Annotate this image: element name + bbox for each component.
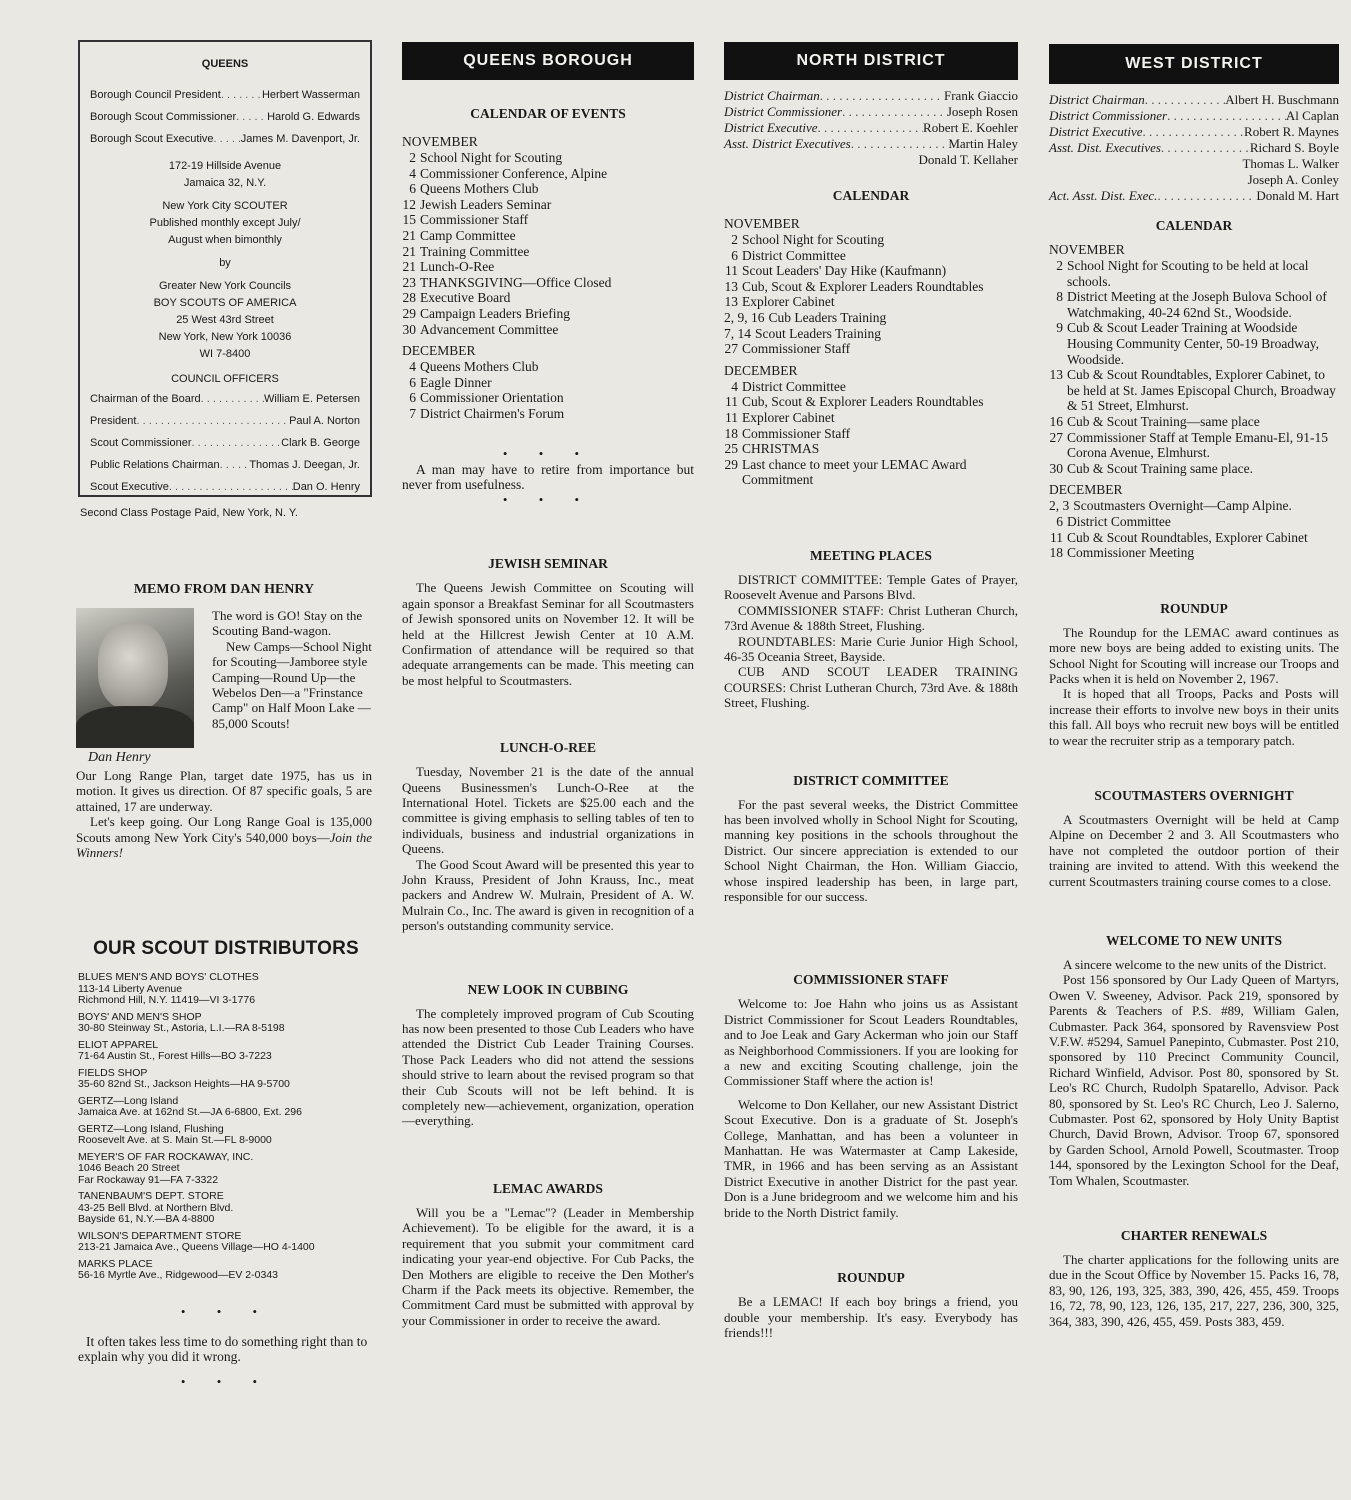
calendar-item [402,306,694,322]
distributors-section [78,938,374,1390]
section-title: SCOUTMASTERS OVERNIGHT [1094,787,1294,803]
calendar-date: 9 [1056,320,1063,336]
calendar-event: Scout Leaders Training [755,325,881,341]
calendar-item [724,341,1018,357]
calendar-event: Explorer Cabinet [742,294,835,310]
staff-line: District Executive . . . Robert E. Koehler [724,120,1018,136]
calendar-item [402,375,694,391]
calendar-date: 6 [409,390,416,406]
calendar-event: Last chance to meet your LEMAC Award Commitment [742,456,967,488]
calendar-list [402,150,694,337]
calendar-date: 4 [409,359,416,375]
section-text: Post 156 sponsored by Our Lady Queen of Martyrs, Owen V. Sweeney, Advisor. Pack 219, sponsored by Parents & Teachers of P.S. #89, William Galen, Cubmaster. Pack 364, sponsored by Ravensview Post V.F.W. #5294, Samuel Panepinto, Cubmaster. Post 210, sponsored by 110 Precinct Community Council, Richard Winfield, Advisor. Post 80, sponsored by St. Leo's RC Church, Rudolph Spatarello, Advisor. Pack 80, sponsored by St. Leo's RC Church, Leo J. Salerno, Cubmaster. Post 62, sponsored by Holy Unity Baptist Church, David Brown, Advisor. Troop 67, sponsored by Garden School, Arnold Powell, Scoutmaster. Troop 144, sponsored by the Lexington School for the Deaf, Tom Whalen, Scoutmaster. [1049,972,1339,1188]
distributor-name: FIELDS SHOP [78,1066,148,1079]
memo-paragraph: Our Long Range Plan, target date 1975, has us in motion. It gives us direction. Of 87 specific goals, 5 are attained, 17 are underway. [76,768,372,814]
calendar-event: Campaign Leaders Briefing [420,305,570,321]
month-label: NOVEMBER [1049,242,1125,257]
separator-dots: • • • [180,1374,272,1390]
calendar-event: Lunch-O-Ree [420,259,495,275]
calendar-event: Commissioner Staff at Temple Emanu-El, 91-15 Corona Avenue, Elmhurst. [1067,429,1329,461]
calendar-event: Cub & Scout Roundtables, Explorer Cabinet [1067,529,1308,545]
calendar-list [402,359,694,421]
section-title: JEWISH SEMINAR [488,556,608,572]
distributor-name: MEYER'S OF FAR ROCKAWAY, INC. [78,1150,254,1163]
calendar-event: Queens Mothers Club [420,359,539,375]
calendar-date: 15 [402,212,416,228]
calendar-item [402,150,694,166]
calendar-list [1049,498,1339,560]
calendar-event: Commissioner Staff [742,341,851,357]
distributor-entry [78,1124,374,1147]
distributor-address: 1046 Beach 20 Street [78,1162,180,1174]
calendar-event: School Night for Scouting to be held at local schools. [1067,258,1309,289]
calendar-event: District Committee [1067,513,1171,529]
section-text: The charter applications for the following units are due in the Scout Office by November 15. Packs 16, 78, 83, 90, 126, 193, 325, 383, 390, 426, 455, 459. Troops 16, 72, 78, 90, 123, 126, 135, 217, 227, 236, 300, 325, 364, 383, 390, 426, 455, 459. Posts 383, 459. [1049,1252,1339,1329]
staff-line: District Chairman . . . Albert H. Buschmann [1049,92,1339,108]
section-text: The Queens Jewish Committee on Scouting will again sponsor a Breakfast Seminar for all Scoutmasters of Jewish sponsored units on November 12. It will be held at the Hillcrest Jewish Center at 10 A.M. Confirmation of attendance will be required so that adequate arrangements can be made. This meeting can be most helpful to Scoutmasters. [402,580,694,688]
calendar-date: 27 [1049,429,1063,445]
calendar-date: 21 [402,243,416,259]
calendar-event: Jewish Leaders Seminar [420,196,552,212]
calendar-item [724,326,1018,342]
pub-line: New York City SCOUTER [162,200,288,212]
calendar-date: 11 [1050,529,1063,545]
calendar-item [1049,430,1339,461]
calendar-event: Cub, Scout & Explorer Leaders Roundtables [742,394,984,410]
month-label: NOVEMBER [724,216,800,231]
distributor-list [78,972,374,1282]
officers-title: COUNCIL OFFICERS [171,373,279,385]
postage-note: Second Class Postage Paid, New York, N. Y. [80,507,298,519]
calendar-date: 13 [724,294,738,310]
staff-line: District Chairman . . . Frank Giaccio [724,88,1018,104]
portrait-photo [76,608,194,748]
calendar-event: Camp Committee [420,227,516,243]
calendar-event: Queens Mothers Club [420,181,539,197]
distributor-address: Jamaica Ave. at 162nd St.—JA 6-6800, Ext. 296 [78,1106,302,1118]
section-text: Be a LEMAC! If each boy brings a friend, you double your membership. It's easy. Everybody has friends!!! [724,1294,1018,1340]
calendar-event: Scout Leaders' Day Hike (Kaufmann) [742,263,947,279]
officer-line: Chairman of the Board . . . William E. Petersen [80,388,370,410]
quote: A man may have to retire from importance but never from usefulness. [402,461,694,492]
masthead-title: QUEENS [201,58,249,70]
calendar-item [402,290,694,306]
officer-line: President . . . Paul A. Norton [80,410,370,432]
calendar-item [724,279,1018,295]
calendar-event: Commissioner Staff [742,425,851,441]
staff-line: Asst. Dist. Executives . . . Richard S. Boyle [1049,140,1339,156]
calendar-item [724,457,1018,488]
distributor-entry [78,1040,374,1063]
calendar-event: Commissioner Orientation [420,390,564,406]
section-text: The completely improved program of Cub Scouting has now been presented to those Cub Leaders who have attended the District Cub Leader Training Courses. Those Pack Leaders who did not attend the sessions should strive to learn about the revised program so that their Cub Scouts will not be left behind. It is completely new—achievement, organization, operation—everything. [402,1005,694,1129]
distributor-name: BOYS' AND MEN'S SHOP [78,1010,202,1023]
distributor-address: 56-16 Myrtle Ave., Ridgewood—EV 2-0343 [78,1269,279,1281]
calendar-item [402,197,694,213]
calendar-date: 8 [1056,289,1063,305]
calendar-event: Commissioner Meeting [1067,545,1195,561]
section-title: ROUNDUP [1160,600,1228,616]
distributors-title: OUR SCOUT DISTRIBUTORS [93,938,359,959]
calendar-date: 30 [402,321,416,337]
officer-line: Public Relations Chairman . . . Thomas J. Deegan, Jr. [80,454,370,476]
calendar-event: Cub & Scout Training—same place [1067,413,1260,429]
distributor-entry [78,1012,374,1035]
calendar-date: 2, 3 [1049,498,1070,514]
memo-title: MEMO FROM DAN HENRY [133,582,315,597]
calendar-date: 2, 9, 16 [724,309,765,325]
publisher-line: Greater New York Councils [158,280,292,292]
distributor-address: Richmond Hill, N.Y. 11419—VI 3-1776 [78,994,256,1006]
calendar-date: 21 [402,259,416,275]
pub-line: Published monthly except July/ [149,217,301,229]
calendar-list [724,379,1018,488]
calendar-event: Cub, Scout & Explorer Leaders Roundtables [742,278,984,294]
staff-line: District Executive . . . Robert R. Maynes [1049,124,1339,140]
memo-paragraph: Let's keep going. Our Long Range Goal is 135,000 Scouts among New York City's 540,000 boys—Join the Winners! [76,814,373,861]
calendar-date: 6 [731,247,738,263]
separator-dots: • • • [502,492,594,508]
calendar-item [1049,461,1339,477]
calendar-date: 30 [1049,460,1063,476]
calendar-date: 4 [731,378,738,394]
distributor-entry [78,1191,374,1226]
calendar-date: 23 [402,274,416,290]
publisher-line: New York, New York 10036 [158,331,292,343]
memo-section [76,582,372,860]
distributor-name: TANENBAUM'S DEPT. STORE [78,1190,224,1202]
calendar-event: Cub & Scout Roundtables, Explorer Cabinet, to be held at St. James Episcopal Church, Broadway & 51 Street, Elmhurst. [1067,367,1336,414]
publisher-line: WI 7-8400 [199,348,251,360]
calendar-date: 28 [402,290,416,306]
masthead-line: Borough Scout Commissioner . . . Harold G. Edwards [80,106,370,128]
column-banner: QUEENS BOROUGH [402,42,694,80]
officer-line: Scout Commissioner . . . Clark B. George [80,432,370,454]
separator-dots: • • • [180,1303,272,1319]
address-line: Jamaica 32, N.Y. [183,177,267,189]
distributor-address: 30-80 Steinway St., Astoria, L.I.—RA 8-5198 [78,1022,285,1034]
distributor-entry [78,1231,374,1254]
distributor-entry [78,1259,374,1282]
calendar-date: 29 [402,305,416,321]
calendar-item [724,410,1018,426]
calendar-item [724,310,1018,326]
section-title: LUNCH-O-REE [499,740,596,756]
staff-extra: Joseph A. Conley [1247,172,1339,187]
calendar-item [1049,414,1339,430]
calendar-item [724,394,1018,410]
distributor-address: 113-14 Liberty Avenue [78,982,183,995]
section-text: Welcome to: Joe Hahn who joins us as Assistant District Commissioner for Scout Leaders Roundtables, and to Joe Leak and Gary Ackerman who join our Staff as Neighborhood Commissioners. If you are looking for a new and exciting Scouting challenge, join the Commissioner Staff where the action is! [724,996,1018,1089]
calendar-event: School Night for Scouting [420,150,563,165]
queens-masthead-box [78,40,372,497]
calendar-item [402,166,694,182]
calendar-event: THANKSGIVING—Office Closed [420,274,612,290]
month-label: DECEMBER [1049,482,1123,498]
section-text: A sincere welcome to the new units of the District. [1063,956,1327,972]
calendar-date: 7, 14 [724,325,751,341]
calendar-event: School Night for Scouting [742,232,885,247]
staff-extra: Donald T. Kellaher [918,152,1018,167]
calendar-date: 18 [724,425,738,441]
staff-line: Asst. District Executives . . . Martin Haley [724,136,1018,152]
section-text: COMMISSIONER STAFF: Christ Lutheran Church, 73rd Avenue & 188th Street, Flushing. [724,602,1018,634]
distributor-address: Bayside 61, N.Y.—BA 4-8800 [78,1213,215,1225]
officer-line: Scout Executive . . . Dan O. Henry [80,476,370,498]
calendar-item [1049,367,1339,414]
section-text: The Good Scout Award will be presented this year to John Krauss, President of John Krauss, Inc., meat packers and Andrew W. Mulrain, President of A. W. Mulrain Co., Inc. The award is given in recognition of a person's outstanding community service. [402,856,694,934]
calendar-item [1049,530,1339,546]
section-title: ROUNDUP [837,1270,905,1286]
calendar-item [402,275,694,291]
section-title: WELCOME TO NEW UNITS [1106,932,1282,948]
calendar-item [1049,258,1339,289]
calendar-item [724,294,1018,310]
masthead-line: Borough Scout Executive . . . James M. Davenport, Jr. [80,128,370,150]
calendar-item [402,228,694,244]
distributor-name: BLUES MEN'S AND BOYS' CLOTHES [78,971,259,983]
calendar-title: CALENDAR [1155,218,1233,233]
distributor-address: Far Rockaway 91—FA 7-3322 [78,1173,219,1186]
section-title: LEMAC AWARDS [493,1180,603,1196]
calendar-event: District Meeting at the Joseph Bulova School of Watchmaking, 40-24 62nd St., Woodside. [1067,289,1327,320]
calendar-event: Cub Leaders Training [768,309,887,325]
section-text: It is hoped that all Troops, Packs and Posts will increase their efforts to involve new boys in their units this fall. All boys who recruit new boys will be entitled to wear the recruiter strip as a temporary patch. [1049,686,1339,748]
month-label: DECEMBER [402,343,476,359]
calendar-date: 27 [724,341,738,357]
section-text: CUB AND SCOUT LEADER TRAINING COURSES: Christ Lutheran Church, 73rd Ave. & 188th Street, Flushing. [724,664,1018,711]
calendar-item [724,379,1018,395]
calendar-event: Explorer Cabinet [742,409,835,425]
memo-side-text: The word is GO! Stay on the Scouting Band-wagon. [212,608,363,639]
calendar-event: District Chairmen's Forum [420,405,565,421]
calendar-item [402,212,694,228]
calendar-list [1049,258,1339,476]
calendar-item [402,359,694,375]
queens-borough-column [402,42,694,1328]
calendar-item [402,406,694,422]
column-banner: WEST DISTRICT [1049,44,1339,84]
calendar-date: 13 [724,278,738,294]
distributor-address: 71-64 Austin St., Forest Hills—BO 3-7223 [78,1050,272,1062]
section-title: CHARTER RENEWALS [1120,1228,1268,1244]
distributor-entry [78,1096,374,1119]
section-text: Tuesday, November 21 is the date of the annual Queens Businessmen's Lunch-O-Ree at the International Hotel. Tickets are $25.00 each and the committee is giving emphasis to selling tables of ten to individuals, business and industrial organizations in Queens. [402,764,694,857]
calendar-date: 7 [409,405,416,421]
calendar-date: 11 [725,263,738,279]
calendar-event: Commissioner Staff [420,212,529,228]
section-text: For the past several weeks, the District Committee has been involved wholly in School Night for Scouting, manning key positions in the schools throughout the District. Our sincere appreciation is extended to our School Night Chairman, the Hon. William Giaccio, whose inspired leadership has been, in large part, responsible for our success. [724,796,1018,904]
section-title: NEW LOOK IN CUBBING [467,981,629,997]
section-text: Will you be a "Lemac"? (Leader in Membership Achievement). To be eligible for the award, it is a requirement that you submit your commitment card indicating your year-end objective. For Cub Packs, the Den Mothers are eligible to receive the Den Mother's Charm if the Pack meets its objective. Remember, the Commitment Card must be submitted with approval by your Commissioner in order to receive the award. [402,1204,694,1328]
calendar-item [724,248,1018,264]
section-title: DISTRICT COMMITTEE [793,772,949,788]
calendar-item [402,259,694,275]
pub-line: August when bimonthly [168,234,282,246]
calendar-date: 11 [725,394,738,410]
section-text: Welcome to Don Kellaher, our new Assistant District Scout Executive. Don is a graduate of St. Joseph's College, Manhattan, and has been a volunteer in Manhattan. He was Watermaster at Camp Lakeside, TMR, in 1966 and has been serving as an Assistant District Executive in another District for the past year. Don is a June bridegroom and we welcome him and his bride to the North District family. [724,1096,1018,1220]
calendar-event: District Committee [742,247,846,263]
memo-emphasis: Join the Winners! [76,829,373,861]
portrait-caption: Dan Henry [88,750,151,765]
distributor-entry [78,972,374,1007]
address-line: 172-19 Hillside Avenue [168,160,282,172]
separator-dots: • • • [502,445,594,461]
calendar-date: 18 [1049,545,1063,561]
calendar-event: Commissioner Conference, Alpine [420,165,608,181]
staff-extra: Thomas L. Walker [1242,156,1339,171]
calendar-date: 21 [402,227,416,243]
calendar-item [724,263,1018,279]
publisher-line: BOY SCOUTS OF AMERICA [153,297,297,309]
distributor-address: 35-60 82nd St., Jackson Heights—HA 9-5700 [78,1078,290,1090]
calendar-item [1049,289,1339,320]
calendar-date: 4 [409,165,416,181]
section-title: MEETING PLACES [810,547,932,563]
distributor-address: Roosevelt Ave. at S. Main St.—FL 8-9000 [78,1134,272,1146]
distributor-name: WILSON'S DEPARTMENT STORE [78,1229,242,1242]
masthead-line: Borough Council President . . . Herbert Wasserman [80,84,370,106]
staff-line: District Commissioner . . . Joseph Rosen [724,104,1018,120]
section-text: DISTRICT COMMITTEE: Temple Gates of Prayer, Roosevelt Avenue and Parsons Blvd. [724,571,1018,603]
distributor-name: ELIOT APPAREL [78,1038,159,1051]
section-text: ROUNDTABLES: Marie Curie Junior High School, 46-35 Oceania Street, Bayside. [724,633,1018,664]
section-text: The Roundup for the LEMAC award continues as more new boys are being added to existing units. The School Night for Scouting will increase our Troops and Packs when it is held on November 2, 1967. [1049,624,1339,686]
calendar-date: 6 [409,181,416,197]
calendar-date: 11 [725,409,738,425]
calendar-date: 13 [1049,367,1063,383]
section-title: COMMISSIONER STAFF [793,972,949,988]
calendar-date: 2 [1056,258,1063,273]
calendar-date: 2 [409,150,416,165]
column-banner: NORTH DISTRICT [724,42,1018,80]
calendar-item [402,181,694,197]
calendar-item [1049,514,1339,530]
staff-line: Act. Asst. Dist. Exec. . . . Donald M. Hart [1049,188,1339,204]
calendar-item [724,441,1018,457]
calendar-date: 25 [724,441,738,457]
calendar-event: Eagle Dinner [420,374,492,390]
distributor-address: 213-21 Jamaica Ave., Queens Village—HO 4-1400 [78,1241,315,1253]
closing-quote: It often takes less time to do something right than to explain why you did it wrong. [78,1333,368,1364]
calendar-date: 12 [402,196,416,212]
calendar-date: 6 [409,374,416,390]
distributor-name: GERTZ—Long Island, Flushing [78,1122,224,1135]
pub-by: by [219,257,231,269]
month-label: NOVEMBER [402,134,478,149]
memo-side-text: New Camps—School Night for Scouting—Jamboree style Camping—Round Up—the Webelos Den—a "Frinstance Camp" on Half Moon Lake — 85,000 Scouts! [212,638,372,731]
staff-line: District Commissioner . . . Al Caplan [1049,108,1339,124]
calendar-item [402,322,694,338]
north-district-column [724,42,1018,1340]
calendar-event: Cub & Scout Training same place. [1067,460,1253,476]
calendar-item [402,390,694,406]
publisher-line: 25 West 43rd Street [176,314,274,326]
calendar-event: CHRISTMAS [742,441,820,457]
calendar-item [724,426,1018,442]
distributor-entry [78,1152,374,1187]
month-label: DECEMBER [724,362,798,378]
calendar-date: 16 [1049,413,1063,429]
calendar-event: Cub & Scout Leader Training at Woodside Housing Community Center, 50-19 Broadway, Woodside. [1067,320,1320,367]
distributor-address: 43-25 Bell Blvd. at Northern Blvd. [78,1201,234,1214]
calendar-title: CALENDAR OF EVENTS [470,106,626,121]
section-text: A Scoutmasters Overnight will be held at Camp Alpine on December 2 and 3. All Scoutmasters who have not completed the outdoor portion of their training are invited to attend. With this weekend the current Scoutmasters training course comes to a close. [1049,811,1339,889]
calendar-date: 29 [724,456,738,472]
calendar-date: 6 [1056,513,1063,529]
calendar-event: District Committee [742,378,846,394]
distributor-name: MARKS PLACE [78,1257,153,1270]
calendar-item [1049,498,1339,514]
calendar-item [1049,320,1339,367]
calendar-list [724,232,1018,357]
distributor-name: GERTZ—Long Island [78,1094,179,1107]
calendar-event: Advancement Committee [420,321,559,337]
calendar-event: Training Committee [420,243,530,259]
calendar-item [1049,545,1339,561]
distributor-entry [78,1068,374,1091]
calendar-date: 2 [731,232,738,247]
calendar-item [724,232,1018,248]
calendar-event: Executive Board [420,290,511,306]
west-district-column [1049,44,1339,1329]
calendar-item [402,244,694,260]
calendar-event: Scoutmasters Overnight—Camp Alpine. [1073,498,1292,514]
calendar-title: CALENDAR [832,188,910,203]
